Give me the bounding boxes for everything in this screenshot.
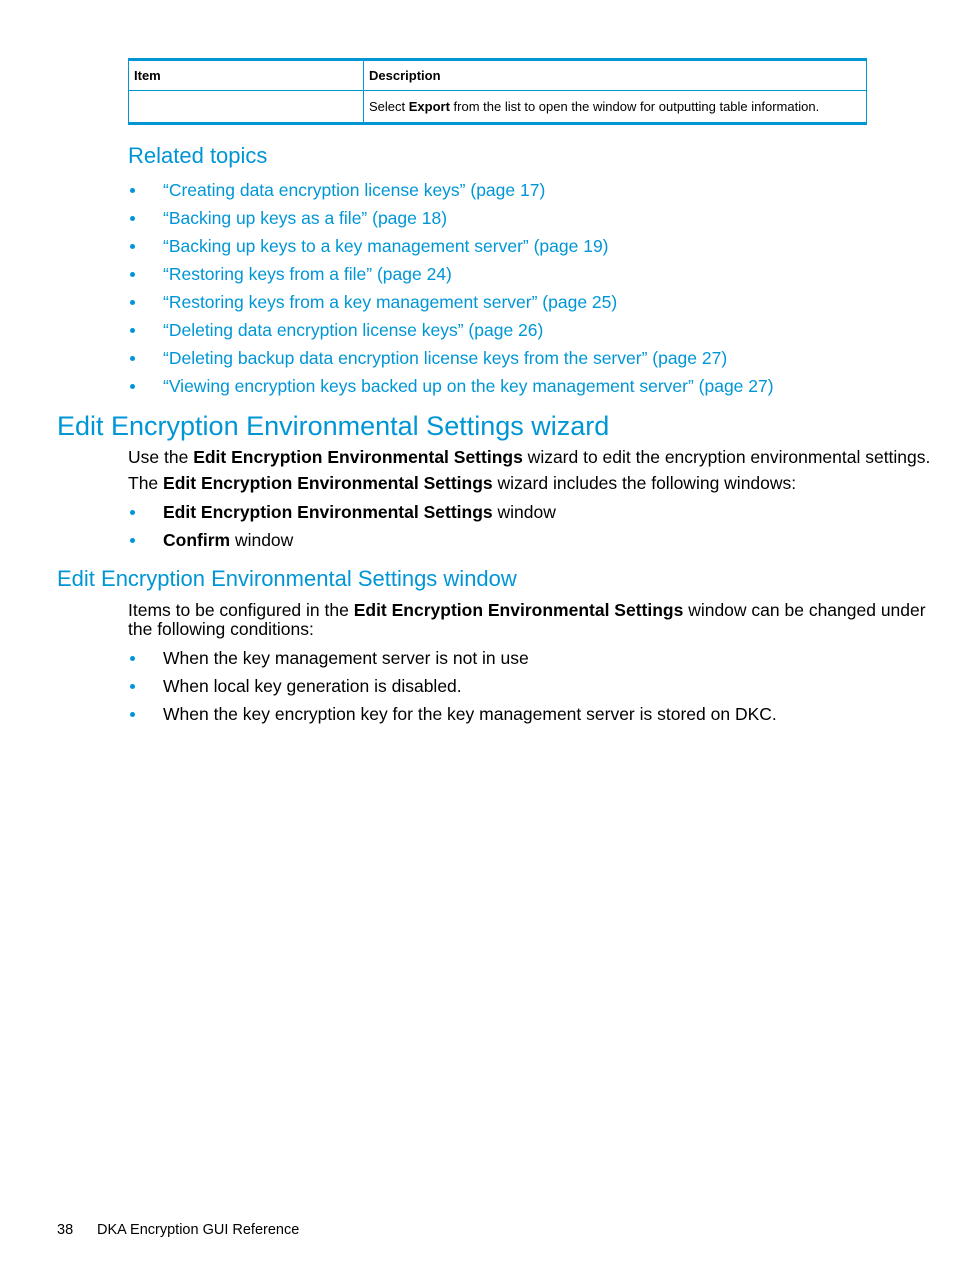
- bullet-icon: [130, 244, 135, 249]
- bullet-icon: [130, 356, 135, 361]
- text: window can be changed under: [683, 600, 926, 620]
- list-item: [128, 348, 774, 376]
- text: wizard to edit the encryption environmental settings.: [522, 447, 931, 467]
- list-item: [128, 676, 777, 704]
- conditions-list: [128, 648, 777, 732]
- text: Use the: [128, 447, 194, 467]
- related-link[interactable]: “Deleting data encryption license keys” (page 26): [163, 320, 544, 340]
- list-item: [128, 376, 774, 404]
- bold-text: Edit Encryption Environmental Settings: [163, 502, 493, 522]
- page-number: 38: [57, 1222, 74, 1238]
- reference-table: [128, 58, 867, 125]
- text: Items to be configured in the: [128, 600, 354, 620]
- cell-description: [364, 91, 867, 124]
- footer-title: DKA Encryption GUI Reference: [97, 1222, 300, 1238]
- window-section-intro: [128, 600, 926, 620]
- list-item: [128, 648, 777, 676]
- bullet-icon: [130, 656, 135, 661]
- list-item: [128, 320, 774, 348]
- related-topics-heading: Related topics: [128, 143, 268, 168]
- bullet-icon: [130, 510, 135, 515]
- bullet-icon: [130, 188, 135, 193]
- header-description: Description: [364, 60, 867, 91]
- text: When the key encryption key for the key management server is stored on DKC.: [163, 704, 777, 724]
- header-item: Item: [129, 60, 364, 91]
- bold-text: Edit Encryption Environmental Settings: [193, 447, 523, 467]
- bullet-icon: [130, 216, 135, 221]
- list-item: [128, 530, 556, 558]
- bullet-icon: [130, 272, 135, 277]
- wizard-intro: [128, 447, 930, 467]
- bold-text: Confirm: [163, 530, 231, 550]
- list-item: [128, 704, 777, 732]
- cell-item: [129, 91, 364, 124]
- related-link[interactable]: “Backing up keys to a key management server” (page 19): [163, 236, 609, 256]
- bullet-icon: [130, 384, 135, 389]
- page-footer: [57, 1222, 299, 1238]
- wizard-windows-intro: [128, 473, 796, 493]
- bullet-icon: [130, 300, 135, 305]
- bold-text: Edit Encryption Environmental Settings: [353, 600, 684, 620]
- bullet-icon: [130, 712, 135, 717]
- related-link[interactable]: “Deleting backup data encryption license keys from the server” (page 27): [163, 348, 728, 368]
- bold-text: Edit Encryption Environmental Settings: [163, 473, 493, 493]
- list-item: [128, 208, 774, 236]
- table-row: [129, 91, 867, 124]
- list-item: [128, 292, 774, 320]
- text: window: [230, 530, 294, 550]
- related-link[interactable]: “Restoring keys from a file” (page 24): [163, 264, 452, 284]
- text: wizard includes the following windows:: [492, 473, 797, 493]
- related-link[interactable]: “Viewing encryption keys backed up on the key management server” (page 27): [163, 376, 774, 396]
- bullet-icon: [130, 328, 135, 333]
- text: When local key generation is disabled.: [163, 676, 462, 696]
- list-item: [128, 264, 774, 292]
- list-item: [128, 180, 774, 208]
- wizard-windows-list: [128, 502, 556, 558]
- related-link[interactable]: “Backing up keys as a file” (page 18): [163, 208, 448, 228]
- text: The: [128, 473, 164, 493]
- desc-text: from the list to open the window for outputting table information.: [449, 99, 820, 114]
- table-header-row: [129, 60, 867, 91]
- wizard-heading: Edit Encryption Environmental Settings wizard: [57, 411, 610, 441]
- bullet-icon: [130, 684, 135, 689]
- bullet-icon: [130, 538, 135, 543]
- list-item: [128, 236, 774, 264]
- related-link[interactable]: “Restoring keys from a key management server” (page 25): [163, 292, 618, 312]
- window-section-heading: Edit Encryption Environmental Settings window: [57, 566, 517, 591]
- related-topics-list: [128, 180, 774, 404]
- desc-text: Select: [369, 99, 409, 114]
- related-link[interactable]: “Creating data encryption license keys” (page 17): [163, 180, 546, 200]
- text: window: [492, 502, 556, 522]
- window-section-intro-cont: the following conditions:: [128, 619, 314, 639]
- desc-bold: Export: [408, 99, 450, 114]
- list-item: [128, 502, 556, 530]
- text: When the key management server is not in use: [163, 648, 529, 668]
